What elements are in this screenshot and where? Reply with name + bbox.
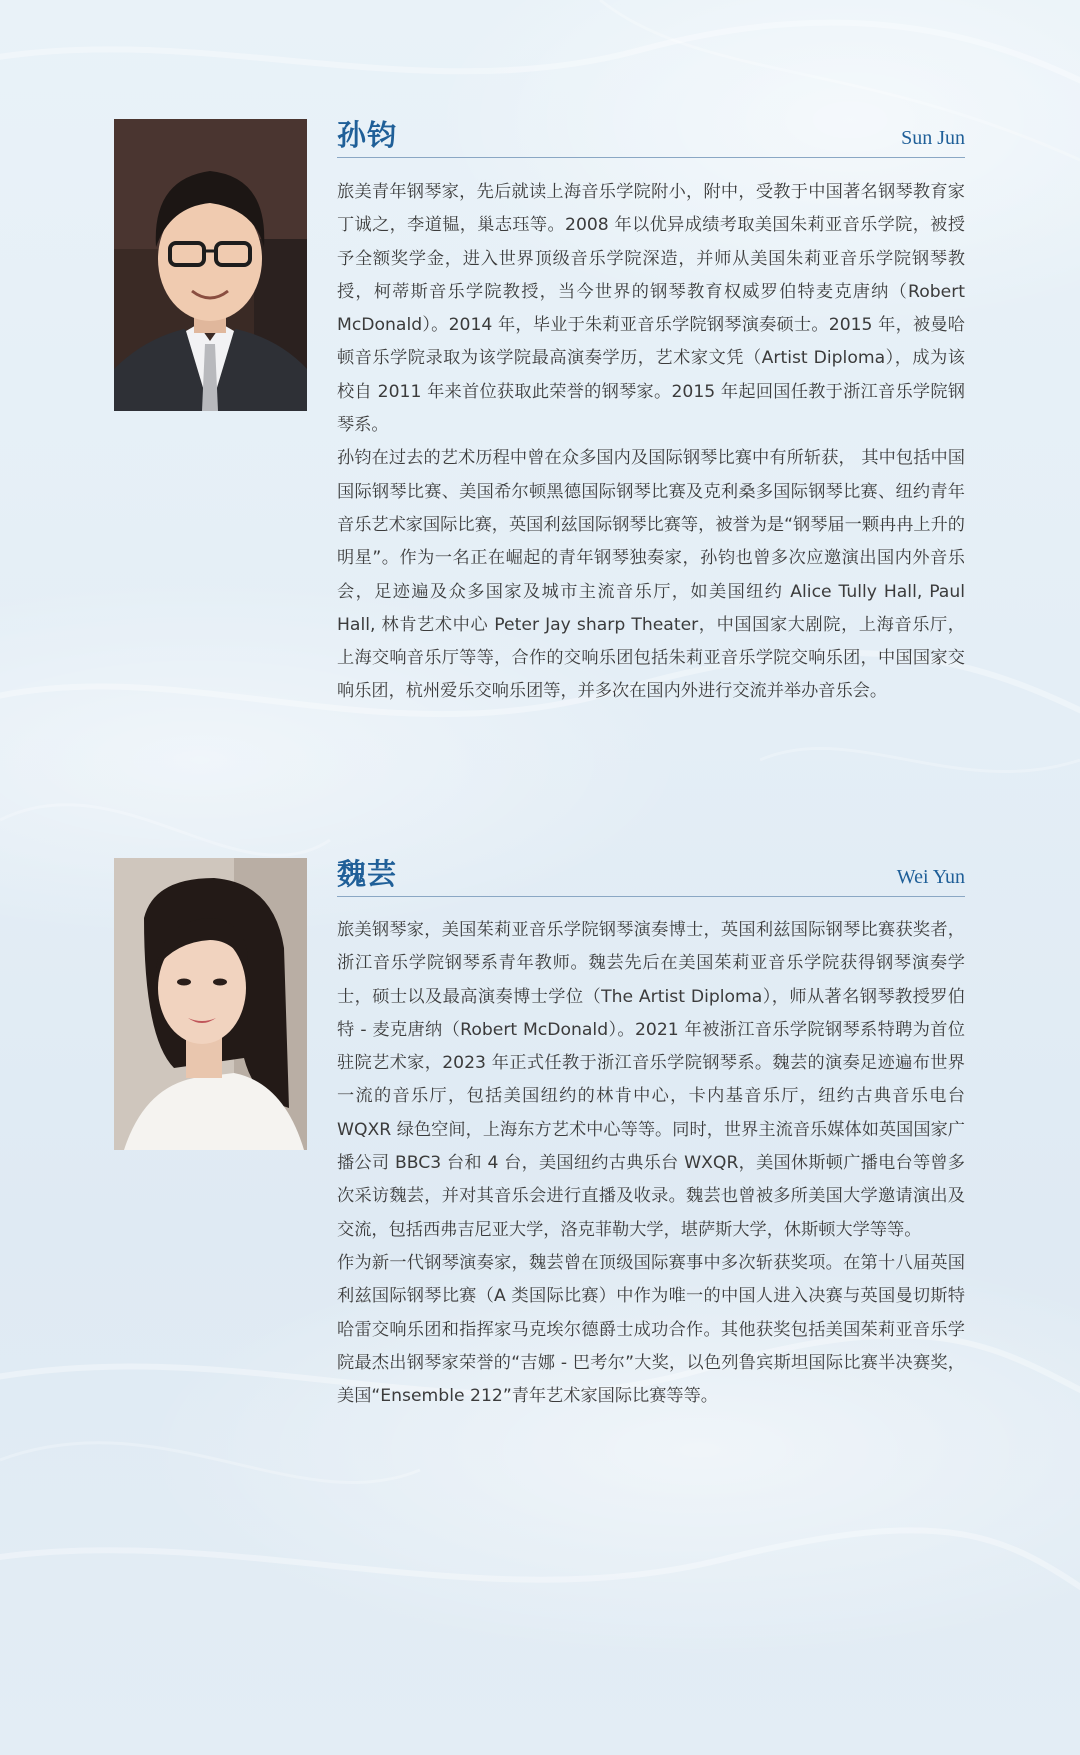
portrait-photo-wei-yun: [114, 858, 307, 1150]
artist-name-english: Sun Jun: [901, 127, 965, 149]
artist-bio-sun-jun: [337, 176, 965, 709]
artist-header-sun-jun: [337, 113, 965, 158]
bio-paragraph: 作为新一代钢琴演奏家，魏芸曾在顶级国际赛事中多次斩获奖项。在第十八届英国利兹国际钢琴比赛（A 类国际比赛）中作为唯一的中国人进入决赛与英国曼切斯特哈雷交响乐团和指挥家马克埃尔德爵士成功合作。其他获奖包括美国茱莉亚音乐学院最杰出钢琴家荣誉的“吉娜 - 巴考尔”大奖，以色列鲁宾斯坦国际比赛半决赛奖，美国“Ensemble 212”青年艺术家国际比赛等等。: [337, 1252, 965, 1407]
artist-name-chinese: 魏芸: [337, 857, 398, 891]
artist-name-chinese: 孙钧: [337, 118, 398, 152]
bio-paragraph: 旅美青年钢琴家，先后就读上海音乐学院附小，附中，受教于中国著名钢琴教育家丁诚之，李道韫，巢志珏等。2008 年以优异成绩考取美国朱莉亚音乐学院，被授予全额奖学金，进入世界顶级音乐学院深造，并师从美国朱莉亚音乐学院钢琴教授，柯蒂斯音乐学院教授，当今世界的钢琴教育权威罗伯特麦克唐纳（Robert McDonald）。2014 年，毕业于朱莉亚音乐学院钢琴演奏硕士。2015 年，被曼哈顿音乐学院录取为该学院最高演奏学历，艺术家文凭（Artist Diploma），成为该校自 2011 年来首位获取此荣誉的钢琴家。2015 年起回国任教于浙江音乐学院钢琴系。: [337, 182, 965, 436]
bio-paragraph: 旅美钢琴家，美国茱莉亚音乐学院钢琴演奏博士，英国利兹国际钢琴比赛获奖者，浙江音乐学院钢琴系青年教师。魏芸先后在美国茱莉亚音乐学院获得钢琴演奏学士，硕士以及最高演奏博士学位（The Artist Diploma），师从著名钢琴教授罗伯特 - 麦克唐纳（Robert McDonald）。2021 年被浙江音乐学院钢琴系特聘为首位驻院艺术家，2023 年正式任教于浙江音乐学院钢琴系。魏芸的演奏足迹遍布世界一流的音乐厅，包括美国纽约的林肯中心，卡内基音乐厅，纽约古典音乐电台 WQXR 绿色空间，上海东方艺术中心等等。同时，世界主流音乐媒体如英国国家广播公司 BBC3 台和 4 台，美国纽约古典乐台 WXQR，美国休斯顿广播电台等曾多次采访魏芸，并对其音乐会进行直播及收录。魏芸也曾被多所美国大学邀请演出及交流，包括西弗吉尼亚大学，洛克菲勒大学，堪萨斯大学，休斯顿大学等等。: [337, 920, 965, 1240]
artist-name-english: Wei Yun: [896, 866, 965, 888]
artist-bio-wei-yun: [337, 914, 965, 1413]
portrait-photo-sun-jun: [114, 119, 307, 411]
bio-paragraph: 孙钧在过去的艺术历程中曾在众多国内及国际钢琴比赛中有所斩获， 其中包括中国国际钢琴比赛、美国希尔顿黑德国际钢琴比赛及克利桑多国际钢琴比赛、纽约青年音乐艺术家国际比赛，英国利兹国际钢琴比赛等，被誉为是“钢琴届一颗冉冉上升的明星”。作为一名正在崛起的青年钢琴独奏家，孙钧也曾多次应邀演出国内外音乐会，足迹遍及众多国家及城市主流音乐厅，如美国纽约 Alice Tully Hall, Paul Hall, 林肯艺术中心 Peter Jay sharp Theater，中国国家大剧院，上海音乐厅，上海交响音乐厅等等，合作的交响乐团包括朱莉亚音乐学院交响乐团，中国国家交响乐团，杭州爱乐交响乐团等，并多次在国内外进行交流并举办音乐会。: [337, 448, 965, 702]
artist-header-wei-yun: [337, 852, 965, 897]
